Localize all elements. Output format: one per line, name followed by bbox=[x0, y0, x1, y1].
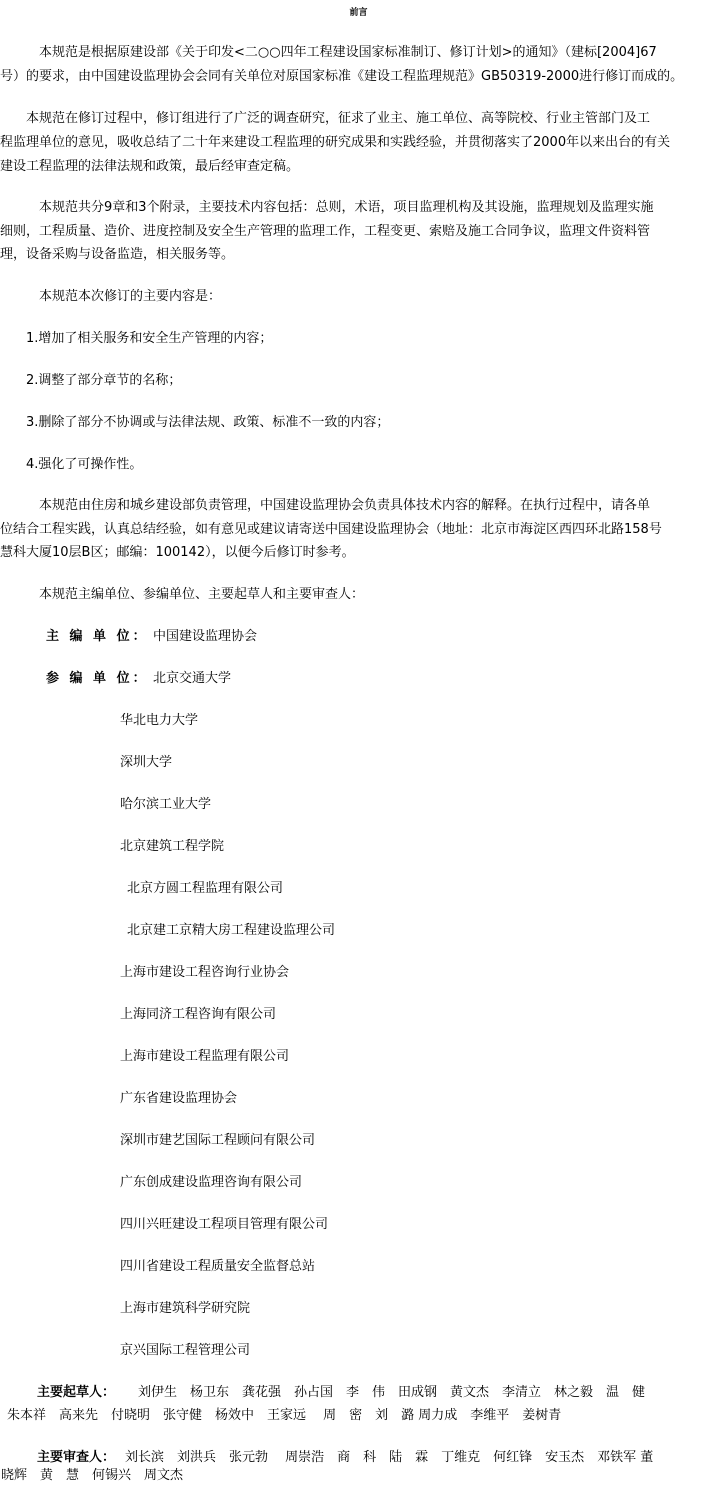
chief-unit-label: 主 编 单 位： bbox=[46, 629, 149, 644]
drafters-line-2: 朱本祥 高来先 付晓明 张守健 杨效中 王家远 周 密 刘 潞 周力成 李维平 姜树青 bbox=[7, 1408, 562, 1423]
participating-unit: 深圳大学 bbox=[120, 755, 173, 770]
paragraph-6: 本规范主编单位、参编单位、主要起草人和主要审查人： bbox=[0, 587, 365, 602]
list-item-4: 4.强化了可操作性。 bbox=[0, 457, 143, 472]
drafters-line-1: 刘伊生 杨卫东 龚花强 孙占国 李 伟 田成钢 黄文杰 李清立 林之毅 温 健 bbox=[125, 1385, 646, 1400]
list-item-3: 3.删除了部分不协调或与法律法规、政策、标准不一致的内容； bbox=[0, 415, 390, 430]
paragraph-2-line-3: 建设工程监理的法律法规和政策，最后经审查定稿。 bbox=[0, 159, 300, 174]
list-item-1: 1.增加了相关服务和安全生产管理的内容； bbox=[0, 331, 273, 346]
list-item-2: 2.调整了部分章节的名称； bbox=[0, 373, 182, 388]
participating-unit: 京兴国际工程管理公司 bbox=[120, 1343, 251, 1358]
paragraph-3-line-2: 细则，工程质量、造价、进度控制及安全生产管理的监理工作，工程变更、索赔及施工合同争议，监理文件资料管 bbox=[0, 224, 651, 239]
participating-unit: 北京建筑工程学院 bbox=[120, 839, 225, 854]
paragraph-5-line-1: 本规范由住房和城乡建设部负责管理，中国建设监理协会负责具体技术内容的解释。在执行过程中，请各单 bbox=[0, 498, 651, 513]
paragraph-1-line-2: 号）的要求，由中国建设监理协会会同有关单位对原国家标准《建设工程监理规范》GB50319-2000进行修订而成的。 bbox=[0, 69, 684, 84]
participating-unit: 哈尔滨工业大学 bbox=[120, 797, 212, 812]
paragraph-3-line-3: 理，设备采购与设备监造，相关服务等。 bbox=[0, 247, 235, 262]
paragraph-5-line-3: 慧科大厦10层B区；邮编：100142），以便今后修订时参考。 bbox=[0, 545, 355, 560]
participating-unit: 北京方圆工程监理有限公司 bbox=[127, 881, 284, 896]
participating-unit: 北京交通大学 bbox=[153, 671, 232, 686]
reviewers-label: 主要审查人： bbox=[37, 1450, 116, 1465]
chief-unit-value: 中国建设监理协会 bbox=[153, 629, 258, 644]
participating-unit: 上海市建筑科学研究院 bbox=[120, 1301, 251, 1316]
participating-unit: 上海同济工程咨询有限公司 bbox=[120, 1007, 277, 1022]
participating-unit: 广东省建设监理协会 bbox=[120, 1091, 238, 1106]
participating-unit: 北京建工京精大房工程建设监理公司 bbox=[127, 923, 336, 938]
participating-unit: 上海市建设工程监理有限公司 bbox=[120, 1049, 290, 1064]
paragraph-3-line-1: 本规范共分9章和3个附录，主要技术内容包括：总则，术语，项目监理机构及其设施，监理规划及监理实施 bbox=[0, 200, 654, 215]
participating-unit: 上海市建设工程咨询行业协会 bbox=[120, 965, 290, 980]
paragraph-2-line-1: 本规范在修订过程中，修订组进行了广泛的调查研究，征求了业主、施工单位、高等院校、行业主管部门及工 bbox=[0, 111, 651, 126]
participating-unit: 四川省建设工程质量安全监督总站 bbox=[120, 1259, 316, 1274]
paragraph-5-line-2: 位结合工程实践，认真总结经验，如有意见或建议请寄送中国建设监理协会（地址：北京市海淀区西四环北路158号 bbox=[0, 522, 662, 537]
page-title: 前言 bbox=[349, 8, 368, 18]
participating-unit: 广东创成建设监理咨询有限公司 bbox=[120, 1175, 303, 1190]
reviewers-line-2: 晓辉 黄 慧 何锡兴 周文杰 bbox=[1, 1468, 184, 1483]
paragraph-4: 本规范本次修订的主要内容是： bbox=[0, 289, 222, 304]
paragraph-1-line-1: 本规范是根据原建设部《关于印发<二○○四年工程建设国家标准制订、修订计划>的通知》（建标[2004]67 bbox=[0, 45, 657, 60]
drafters-label: 主要起草人： bbox=[37, 1385, 116, 1400]
participating-unit: 深圳市建艺国际工程顾问有限公司 bbox=[120, 1133, 316, 1148]
participating-unit: 四川兴旺建设工程项目管理有限公司 bbox=[120, 1217, 329, 1232]
participating-unit: 华北电力大学 bbox=[120, 713, 199, 728]
participating-units-label: 参 编 单 位： bbox=[46, 671, 149, 686]
paragraph-2-line-2: 程监理单位的意见，吸收总结了二十年来建设工程监理的研究成果和实践经验，并贯彻落实了2000年以来出台的有关 bbox=[0, 135, 671, 150]
reviewers-line-1: 刘长滨 刘洪兵 张元勃 周崇浩 商 科 陆 霖 丁维克 何红锋 安玉杰 邓铁军 董 bbox=[125, 1450, 654, 1465]
